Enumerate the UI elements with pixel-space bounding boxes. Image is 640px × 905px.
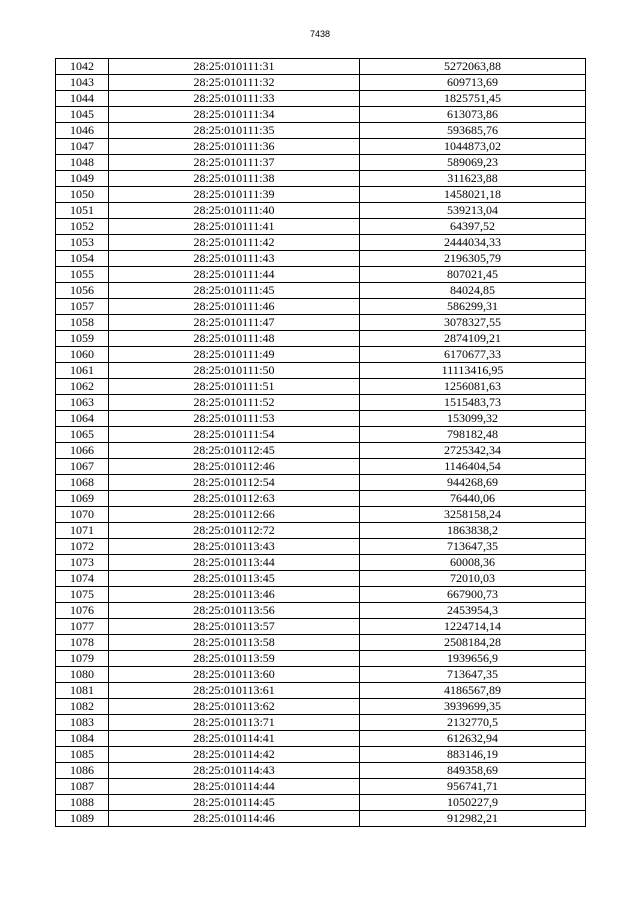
value-cell: 64397,52 [360, 219, 586, 235]
table-row [56, 747, 586, 763]
table-row [56, 267, 586, 283]
table-row [56, 299, 586, 315]
value-cell: 6170677,33 [360, 347, 586, 363]
cadastral-number-cell: 28:25:010113:60 [109, 667, 360, 683]
cadastral-number-cell: 28:25:010113:44 [109, 555, 360, 571]
table-row [56, 683, 586, 699]
value-cell: 2196305,79 [360, 251, 586, 267]
table-row [56, 667, 586, 683]
cadastral-number-cell: 28:25:010111:54 [109, 427, 360, 443]
value-cell: 153099,32 [360, 411, 586, 427]
value-cell: 1515483,73 [360, 395, 586, 411]
cadastral-number-cell: 28:25:010111:36 [109, 139, 360, 155]
row-number-cell: 1083 [56, 715, 109, 731]
row-number-cell: 1084 [56, 731, 109, 747]
table-row [56, 363, 586, 379]
value-cell: 667900,73 [360, 587, 586, 603]
value-cell: 60008,36 [360, 555, 586, 571]
cadastral-number-cell: 28:25:010114:45 [109, 795, 360, 811]
value-cell: 2453954,3 [360, 603, 586, 619]
row-number-cell: 1078 [56, 635, 109, 651]
row-number-cell: 1087 [56, 779, 109, 795]
table-row [56, 443, 586, 459]
cadastral-number-cell: 28:25:010113:43 [109, 539, 360, 555]
cadastral-number-cell: 28:25:010113:61 [109, 683, 360, 699]
table-row [56, 763, 586, 779]
row-number-cell: 1068 [56, 475, 109, 491]
row-number-cell: 1044 [56, 91, 109, 107]
table-row [56, 635, 586, 651]
row-number-cell: 1043 [56, 75, 109, 91]
row-number-cell: 1070 [56, 507, 109, 523]
table-row [56, 475, 586, 491]
row-number-cell: 1085 [56, 747, 109, 763]
row-number-cell: 1079 [56, 651, 109, 667]
row-number-cell: 1088 [56, 795, 109, 811]
value-cell: 311623,88 [360, 171, 586, 187]
row-number-cell: 1080 [56, 667, 109, 683]
table-row [56, 811, 586, 827]
cadastral-number-cell: 28:25:010114:43 [109, 763, 360, 779]
value-cell: 11113416,95 [360, 363, 586, 379]
value-cell: 613073,86 [360, 107, 586, 123]
row-number-cell: 1047 [56, 139, 109, 155]
cadastral-number-cell: 28:25:010114:44 [109, 779, 360, 795]
cadastral-number-cell: 28:25:010113:59 [109, 651, 360, 667]
cadastral-number-cell: 28:25:010113:58 [109, 635, 360, 651]
cadastral-number-cell: 28:25:010111:34 [109, 107, 360, 123]
row-number-cell: 1046 [56, 123, 109, 139]
table-row [56, 91, 586, 107]
table-row [56, 779, 586, 795]
table-row [56, 203, 586, 219]
table-row [56, 731, 586, 747]
table-body [56, 59, 586, 827]
value-cell: 612632,94 [360, 731, 586, 747]
value-cell: 586299,31 [360, 299, 586, 315]
table-row [56, 123, 586, 139]
value-cell: 2508184,28 [360, 635, 586, 651]
table-row [56, 75, 586, 91]
cadastral-number-cell: 28:25:010111:32 [109, 75, 360, 91]
cadastral-number-cell: 28:25:010113:45 [109, 571, 360, 587]
value-cell: 72010,03 [360, 571, 586, 587]
row-number-cell: 1052 [56, 219, 109, 235]
value-cell: 1939656,9 [360, 651, 586, 667]
table-row [56, 699, 586, 715]
row-number-cell: 1089 [56, 811, 109, 827]
value-cell: 1256081,63 [360, 379, 586, 395]
row-number-cell: 1049 [56, 171, 109, 187]
cadastral-number-cell: 28:25:010111:43 [109, 251, 360, 267]
row-number-cell: 1081 [56, 683, 109, 699]
table-row [56, 427, 586, 443]
cadastral-number-cell: 28:25:010111:50 [109, 363, 360, 379]
value-cell: 944268,69 [360, 475, 586, 491]
cadastral-number-cell: 28:25:010114:42 [109, 747, 360, 763]
cadastral-number-cell: 28:25:010112:46 [109, 459, 360, 475]
row-number-cell: 1056 [56, 283, 109, 299]
value-cell: 2725342,34 [360, 443, 586, 459]
table-row [56, 283, 586, 299]
cadastral-number-cell: 28:25:010111:49 [109, 347, 360, 363]
cadastral-number-cell: 28:25:010111:38 [109, 171, 360, 187]
cadastral-number-cell: 28:25:010113:71 [109, 715, 360, 731]
value-cell: 798182,48 [360, 427, 586, 443]
table-row [56, 539, 586, 555]
value-cell: 3258158,24 [360, 507, 586, 523]
table-row [56, 171, 586, 187]
table-row [56, 379, 586, 395]
row-number-cell: 1055 [56, 267, 109, 283]
value-cell: 956741,71 [360, 779, 586, 795]
value-cell: 589069,23 [360, 155, 586, 171]
row-number-cell: 1066 [56, 443, 109, 459]
table-row [56, 395, 586, 411]
table-row [56, 219, 586, 235]
row-number-cell: 1053 [56, 235, 109, 251]
row-number-cell: 1042 [56, 59, 109, 75]
value-cell: 807021,45 [360, 267, 586, 283]
cadastral-number-cell: 28:25:010113:46 [109, 587, 360, 603]
table-row [56, 251, 586, 267]
row-number-cell: 1048 [56, 155, 109, 171]
row-number-cell: 1075 [56, 587, 109, 603]
cadastral-number-cell: 28:25:010111:45 [109, 283, 360, 299]
table-row [56, 491, 586, 507]
value-cell: 609713,69 [360, 75, 586, 91]
table-row [56, 459, 586, 475]
table-row [56, 235, 586, 251]
row-number-cell: 1071 [56, 523, 109, 539]
table-row [56, 187, 586, 203]
table-row [56, 315, 586, 331]
row-number-cell: 1058 [56, 315, 109, 331]
row-number-cell: 1045 [56, 107, 109, 123]
value-cell: 1044873,02 [360, 139, 586, 155]
table-row [56, 715, 586, 731]
value-cell: 593685,76 [360, 123, 586, 139]
row-number-cell: 1076 [56, 603, 109, 619]
table-row [56, 603, 586, 619]
table-row [56, 555, 586, 571]
row-number-cell: 1069 [56, 491, 109, 507]
cadastral-number-cell: 28:25:010111:52 [109, 395, 360, 411]
cadastral-number-cell: 28:25:010111:39 [109, 187, 360, 203]
cadastral-number-cell: 28:25:010112:45 [109, 443, 360, 459]
row-number-cell: 1073 [56, 555, 109, 571]
value-cell: 912982,21 [360, 811, 586, 827]
cadastral-number-cell: 28:25:010111:35 [109, 123, 360, 139]
cadastral-number-cell: 28:25:010113:62 [109, 699, 360, 715]
row-number-cell: 1065 [56, 427, 109, 443]
value-cell: 2132770,5 [360, 715, 586, 731]
row-number-cell: 1064 [56, 411, 109, 427]
value-cell: 4186567,89 [360, 683, 586, 699]
value-cell: 713647,35 [360, 539, 586, 555]
page-number: 7438 [309, 29, 331, 39]
table-row [56, 571, 586, 587]
value-cell: 3078327,55 [360, 315, 586, 331]
cadastral-number-cell: 28:25:010111:33 [109, 91, 360, 107]
row-number-cell: 1051 [56, 203, 109, 219]
value-cell: 713647,35 [360, 667, 586, 683]
row-number-cell: 1062 [56, 379, 109, 395]
table-row [56, 523, 586, 539]
cadastral-number-cell: 28:25:010111:44 [109, 267, 360, 283]
value-cell: 539213,04 [360, 203, 586, 219]
cadastral-number-cell: 28:25:010112:72 [109, 523, 360, 539]
table-row [56, 795, 586, 811]
row-number-cell: 1060 [56, 347, 109, 363]
cadastral-number-cell: 28:25:010111:31 [109, 59, 360, 75]
cadastral-number-cell: 28:25:010113:56 [109, 603, 360, 619]
cadastral-number-cell: 28:25:010111:51 [109, 379, 360, 395]
value-cell: 1224714,14 [360, 619, 586, 635]
table-row [56, 59, 586, 75]
value-cell: 76440,06 [360, 491, 586, 507]
value-cell: 849358,69 [360, 763, 586, 779]
cadastral-number-cell: 28:25:010114:41 [109, 731, 360, 747]
table-row [56, 587, 586, 603]
table-row [56, 139, 586, 155]
table-row [56, 507, 586, 523]
row-number-cell: 1059 [56, 331, 109, 347]
cadastral-number-cell: 28:25:010111:48 [109, 331, 360, 347]
row-number-cell: 1086 [56, 763, 109, 779]
table-row [56, 619, 586, 635]
value-cell: 84024,85 [360, 283, 586, 299]
table-row [56, 331, 586, 347]
cadastral-number-cell: 28:25:010112:63 [109, 491, 360, 507]
row-number-cell: 1074 [56, 571, 109, 587]
row-number-cell: 1082 [56, 699, 109, 715]
row-number-cell: 1077 [56, 619, 109, 635]
value-cell: 883146,19 [360, 747, 586, 763]
cadastral-number-cell: 28:25:010111:40 [109, 203, 360, 219]
value-cell: 5272063,88 [360, 59, 586, 75]
table-row [56, 651, 586, 667]
data-table [55, 58, 586, 827]
value-cell: 1050227,9 [360, 795, 586, 811]
table-row [56, 347, 586, 363]
row-number-cell: 1050 [56, 187, 109, 203]
value-cell: 1146404,54 [360, 459, 586, 475]
cadastral-number-cell: 28:25:010111:42 [109, 235, 360, 251]
cadastral-number-cell: 28:25:010113:57 [109, 619, 360, 635]
cadastral-number-cell: 28:25:010112:54 [109, 475, 360, 491]
cadastral-number-cell: 28:25:010114:46 [109, 811, 360, 827]
row-number-cell: 1061 [56, 363, 109, 379]
cadastral-number-cell: 28:25:010112:66 [109, 507, 360, 523]
table-row [56, 155, 586, 171]
table-row [56, 107, 586, 123]
row-number-cell: 1057 [56, 299, 109, 315]
value-cell: 2874109,21 [360, 331, 586, 347]
cadastral-number-cell: 28:25:010111:46 [109, 299, 360, 315]
value-cell: 3939699,35 [360, 699, 586, 715]
cadastral-number-cell: 28:25:010111:37 [109, 155, 360, 171]
value-cell: 1458021,18 [360, 187, 586, 203]
cadastral-number-cell: 28:25:010111:41 [109, 219, 360, 235]
table-row [56, 411, 586, 427]
row-number-cell: 1067 [56, 459, 109, 475]
row-number-cell: 1054 [56, 251, 109, 267]
value-cell: 2444034,33 [360, 235, 586, 251]
cadastral-number-cell: 28:25:010111:47 [109, 315, 360, 331]
row-number-cell: 1072 [56, 539, 109, 555]
cadastral-number-cell: 28:25:010111:53 [109, 411, 360, 427]
row-number-cell: 1063 [56, 395, 109, 411]
value-cell: 1863838,2 [360, 523, 586, 539]
value-cell: 1825751,45 [360, 91, 586, 107]
